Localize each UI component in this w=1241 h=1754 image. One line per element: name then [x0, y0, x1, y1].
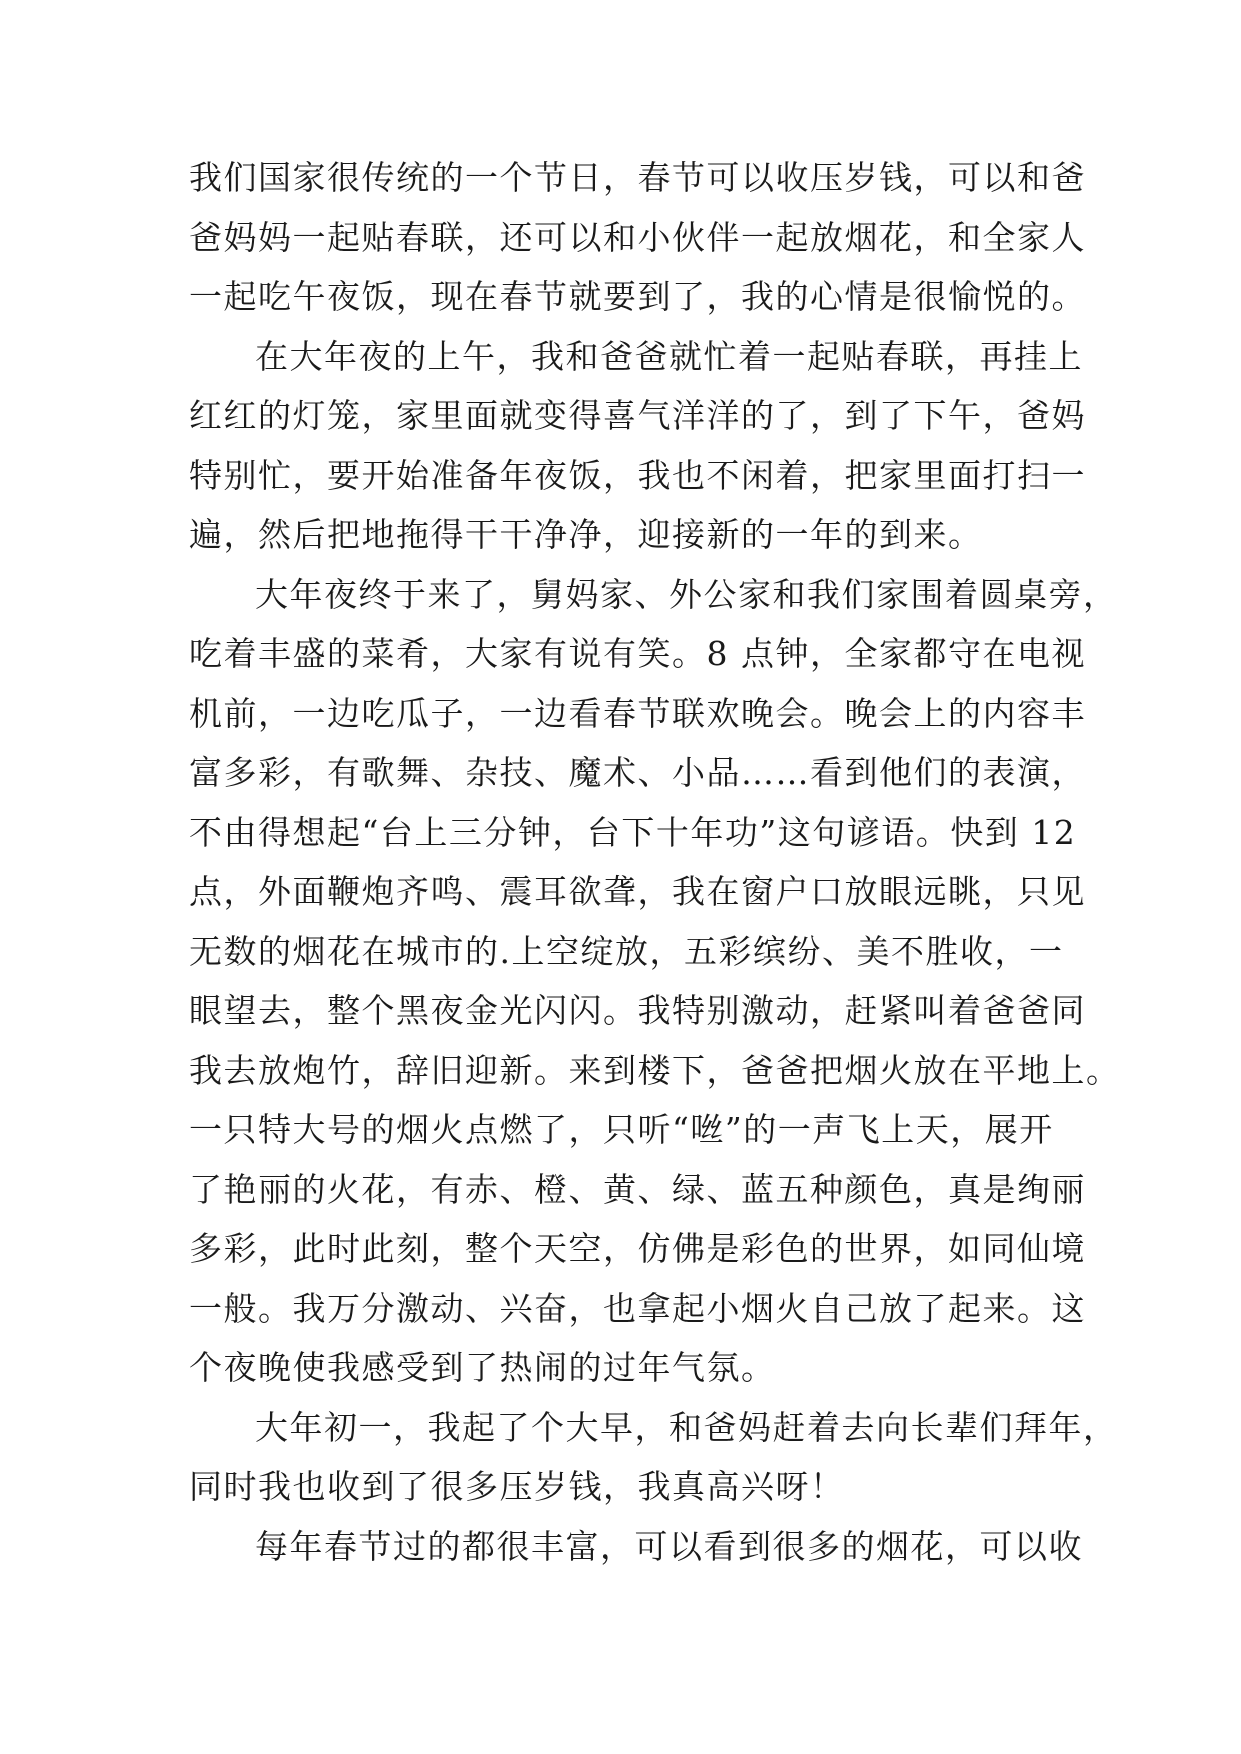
paragraph-first-line: 大年夜终于来了，舅妈家、外公家和我们家围着圆桌旁， — [255, 574, 1118, 614]
text-line: 一起吃午夜饭，现在春节就要到了，我的心情是很愉悦的。 — [189, 277, 1086, 316]
paragraph-first-line: 大年初一，我起了个大早，和爸妈赶着去向长辈们拜年， — [255, 1407, 1118, 1447]
text-line: 一般。我万分激动、兴奋，也拿起小烟火自己放了起来。这 — [189, 1288, 1086, 1328]
text-line: 机前，一边吃瓜子，一边看春节联欢晚会。晚会上的内容丰 — [189, 693, 1086, 733]
text-line: 同时我也收到了很多压岁钱，我真高兴呀！ — [189, 1467, 845, 1506]
paragraph-first-line: 在大年夜的上午，我和爸爸就忙着一起贴春联，再挂上 — [255, 336, 1083, 376]
text-line: 爸妈妈一起贴春联，还可以和小伙伴一起放烟花，和全家人 — [189, 217, 1086, 257]
text-line: 不由得想起“台上三分钟，台下十年功”这句谚语。快到 12 — [189, 812, 1077, 852]
text-line: 多彩，此时此刻，整个天空，仿佛是彩色的世界，如同仙境 — [189, 1229, 1086, 1268]
text-line: 富多彩，有歌舞、杂技、魔术、小品……看到他们的表演， — [189, 753, 1086, 792]
text-line: 遍，然后把地拖得干干净净，迎接新的一年的到来。 — [189, 515, 983, 554]
text-line: 了艳丽的火花，有赤、橙、黄、绿、蓝五种颜色，真是绚丽 — [189, 1169, 1086, 1209]
text-line: 红红的灯笼，家里面就变得喜气洋洋的了，到了下午，爸妈 — [189, 396, 1086, 435]
text-line: 吃着丰盛的菜肴，大家有说有笑。8 点钟，全家都守在电视 — [189, 634, 1086, 673]
text-line: 眼望去，整个黑夜金光闪闪。我特别激动，赶紧叫着爸爸同 — [189, 991, 1086, 1030]
text-line: 无数的烟花在城市的.上空绽放，五彩缤纷、美不胜收，一 — [189, 931, 1064, 971]
text-line: 点，外面鞭炮齐鸣、震耳欲聋，我在窗户口放眼远眺，只见 — [189, 872, 1086, 911]
paragraph-first-line: 每年春节过的都很丰富，可以看到很多的烟花，可以收 — [255, 1526, 1083, 1566]
text-line: 特别忙，要开始准备年夜饭，我也不闲着，把家里面打扫一 — [189, 455, 1086, 495]
text-line: 我去放炮竹，辞旧迎新。来到楼下，爸爸把烟火放在平地上。 — [189, 1050, 1121, 1090]
text-line: 我们国家很传统的一个节日，春节可以收压岁钱，可以和爸 — [189, 158, 1086, 197]
body-text — [189, 148, 1121, 1576]
text-line: 一只特大号的烟火点燃了，只听“咝”的一声飞上天，展开 — [189, 1110, 1054, 1149]
text-line: 个夜晚使我感受到了热闹的过年气氛。 — [189, 1348, 776, 1387]
